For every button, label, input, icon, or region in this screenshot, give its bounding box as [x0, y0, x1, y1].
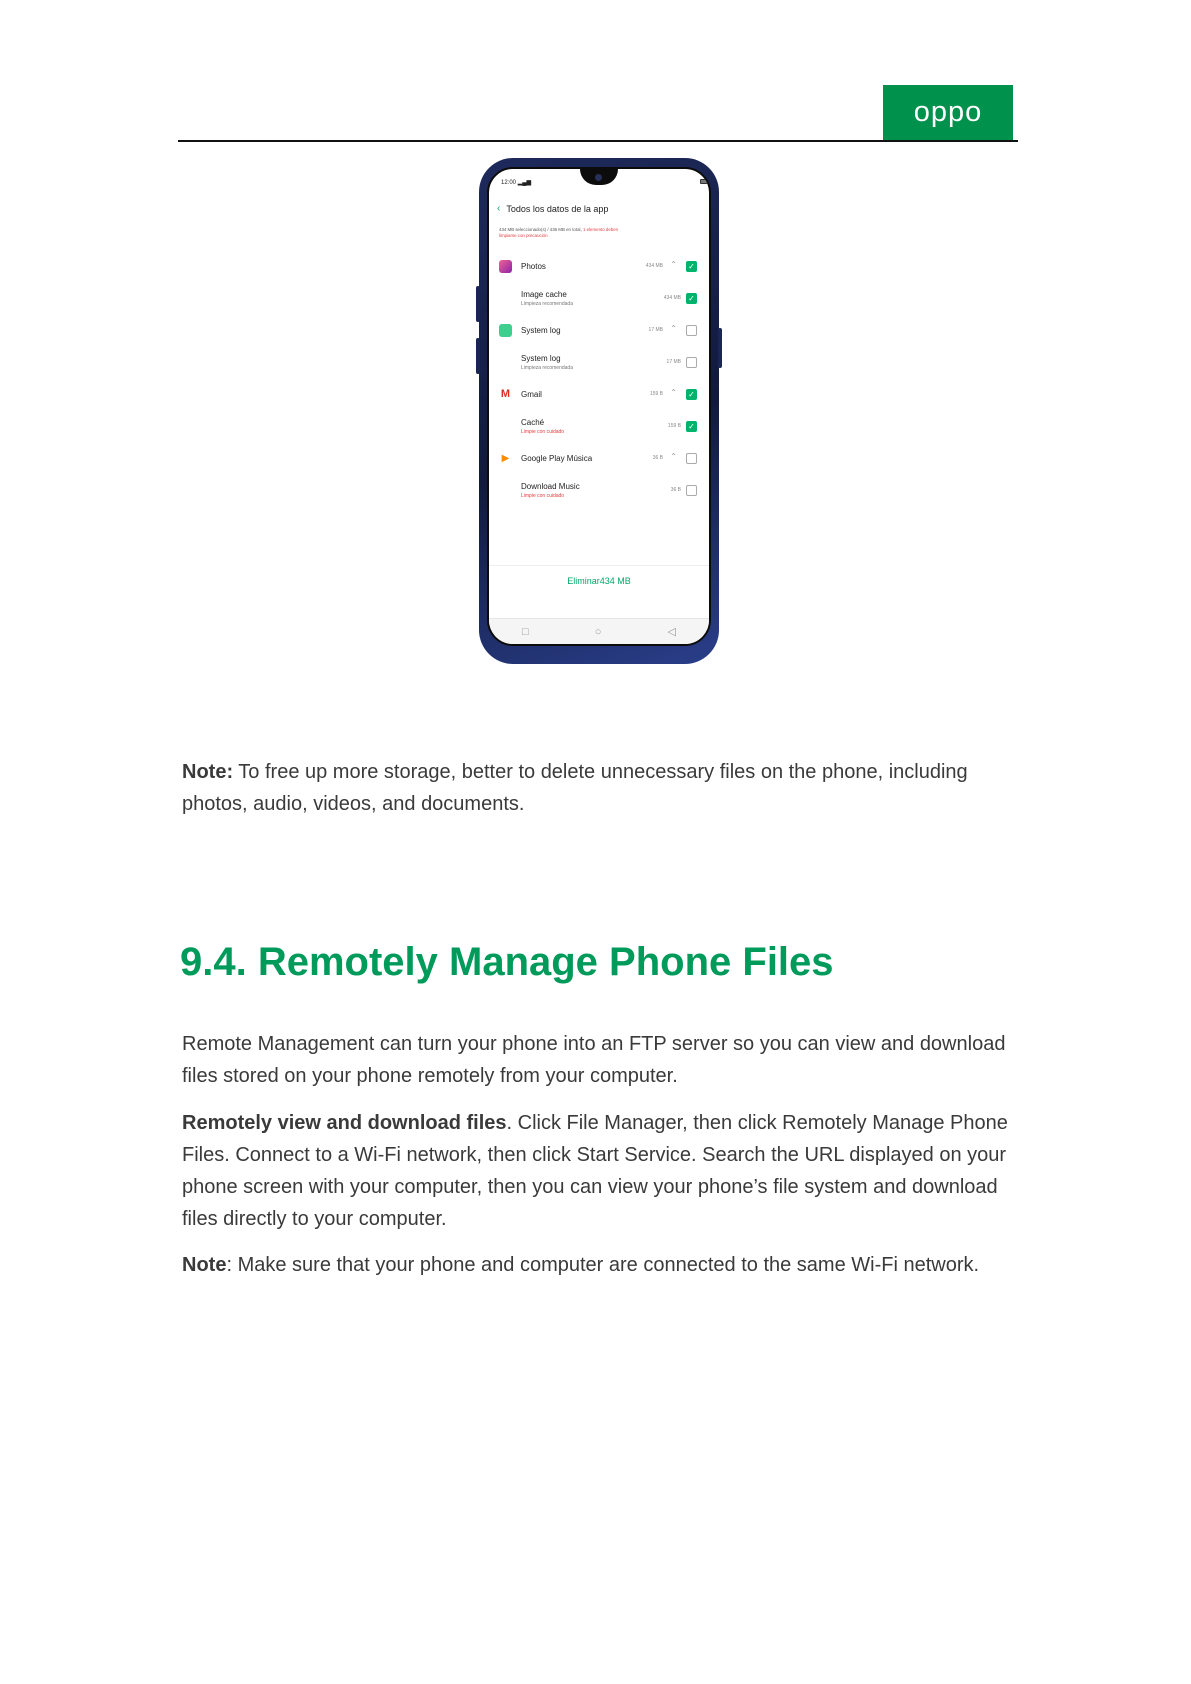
item-hint: Limpie con cuidado	[521, 429, 565, 435]
note-free-storage	[182, 756, 1022, 820]
battery-icon	[700, 179, 711, 184]
status-time: 12:00	[501, 180, 517, 186]
checkbox-unchecked[interactable]	[686, 357, 697, 368]
list-item-image-cache[interactable]	[489, 286, 709, 318]
steps-paragraph	[182, 1107, 1022, 1235]
list-item-photos[interactable]	[489, 254, 709, 286]
item-hint: Limpie con cuidado	[521, 493, 565, 499]
list-item-google-play-music[interactable]	[489, 446, 709, 478]
back-icon[interactable]: ◁	[667, 626, 676, 638]
item-name: Image cache	[521, 290, 567, 299]
item-name: Caché	[521, 418, 545, 427]
checkbox-checked[interactable]: ✓	[686, 261, 697, 272]
summary-warning: 1 elemento deben	[582, 227, 619, 232]
delete-button[interactable]: Eliminar434 MB	[489, 565, 709, 586]
item-size: 434 MB	[663, 295, 681, 301]
item-name: Photos	[521, 262, 546, 271]
list-item-gmail[interactable]	[489, 382, 709, 414]
item-hint: Limpieza recomendada	[521, 365, 573, 371]
storage-summary	[499, 227, 689, 239]
navigation-bar	[489, 618, 709, 644]
checkbox-unchecked[interactable]	[686, 485, 697, 496]
checkbox-unchecked[interactable]	[686, 325, 697, 336]
phone-screenshot	[479, 158, 719, 664]
item-name: Gmail	[521, 390, 542, 399]
recents-icon[interactable]: □	[522, 625, 529, 638]
app-data-list	[489, 254, 709, 510]
screen-title: Todos los datos de la app	[506, 203, 609, 214]
home-icon[interactable]: ○	[594, 625, 602, 638]
chevron-up-icon[interactable]: ⌃	[670, 452, 677, 461]
note-text: To free up more storage, better to delete unnecessary files on the phone, including photos, audio, videos, and documents.	[182, 761, 968, 815]
android-app-icon	[499, 324, 512, 337]
app-header	[497, 203, 608, 214]
item-size: 159 B	[649, 391, 663, 397]
chevron-up-icon[interactable]: ⌃	[670, 260, 677, 269]
note-same-wifi	[182, 1249, 1022, 1281]
volume-button	[476, 286, 480, 322]
list-item-download-music[interactable]	[489, 478, 709, 510]
signal-icon: ▂▄▆	[517, 180, 532, 186]
checkbox-unchecked[interactable]	[686, 453, 697, 464]
intro-paragraph: Remote Management can turn your phone into an FTP server so you can view and download files stored on your phone remotely from your computer.	[182, 1033, 1006, 1087]
list-item-system-log[interactable]	[489, 318, 709, 350]
logo-text: oppo	[913, 96, 983, 128]
checkbox-checked[interactable]: ✓	[686, 389, 697, 400]
item-size: 17 MB	[666, 359, 681, 365]
item-size: 434 MB	[645, 263, 663, 269]
steps-label: Remotely view and download files	[182, 1112, 507, 1134]
summary-text: 434 MB seleccionado(s) / 436 MB en total,	[499, 227, 583, 232]
phone-screen	[487, 167, 711, 646]
item-size: 17 MB	[648, 327, 663, 333]
item-name: System log	[521, 354, 561, 363]
item-size: 159 B	[667, 423, 681, 429]
note-label: Note	[182, 1254, 227, 1276]
item-name: Download Music	[521, 482, 580, 491]
checkbox-checked[interactable]: ✓	[686, 293, 697, 304]
volume-button	[476, 338, 480, 374]
oppo-logo	[883, 85, 1013, 140]
list-item-system-log-sub[interactable]	[489, 350, 709, 382]
note-text: : Make sure that your phone and computer are connected to the same Wi-Fi network.	[226, 1254, 980, 1276]
steps-text: . Click File Manager, then click Remotely Manage Phone Files. Connect to a Wi-Fi network, then click Start Service. Search the URL displayed on your phone screen with your computer, then you can view your phone’s file system and download files directly to your computer.	[182, 1112, 1008, 1230]
play-music-icon: ▶	[499, 452, 512, 465]
power-button	[718, 328, 722, 368]
item-name: Google Play Música	[521, 454, 593, 463]
summary-warning-line2: limpiarse con precaución	[499, 233, 548, 238]
chevron-up-icon[interactable]: ⌃	[670, 388, 677, 397]
item-size: 36 B	[652, 455, 663, 461]
checkbox-checked[interactable]: ✓	[686, 421, 697, 432]
item-name: System log	[521, 326, 561, 335]
header-divider	[178, 140, 1018, 142]
chevron-up-icon[interactable]: ⌃	[670, 324, 677, 333]
note-label: Note:	[182, 761, 234, 783]
gmail-icon: M	[500, 388, 511, 400]
section-heading: 9.4. Remotely Manage Phone Files	[180, 940, 834, 984]
item-size: 36 B	[670, 487, 681, 493]
status-bar	[501, 179, 701, 186]
photos-app-icon	[499, 260, 512, 273]
list-item-cache[interactable]	[489, 414, 709, 446]
item-hint: Limpieza recomendada	[521, 301, 573, 307]
back-arrow-icon[interactable]: ‹	[497, 203, 501, 214]
